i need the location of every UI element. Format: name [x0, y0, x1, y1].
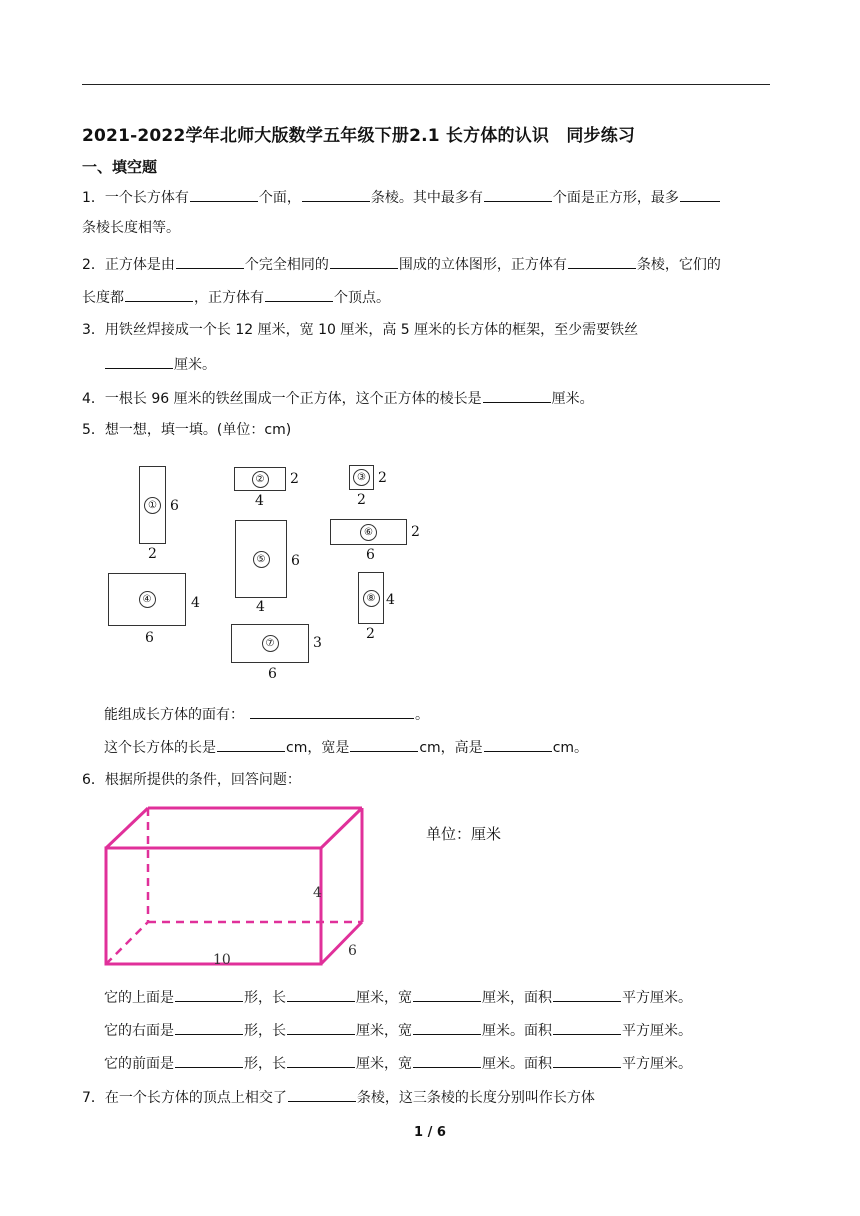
question-1: [82, 187, 721, 207]
question-text: 在一个长方体的顶点上相交了: [104, 1090, 287, 1106]
question-3-cont: [104, 354, 216, 374]
rect-height-label: 4: [386, 592, 395, 608]
rect-width-label: 6: [268, 666, 277, 682]
unit-label: 单位：厘米: [426, 825, 502, 843]
rect-number: ⑤: [253, 551, 270, 568]
question-text: 平方厘米。: [622, 1056, 692, 1072]
answer-blank[interactable]: [217, 737, 285, 752]
question-2: [82, 254, 721, 274]
question-text: 厘米。面积: [482, 1023, 552, 1039]
width-label: 6: [348, 943, 357, 959]
cuboid-figure: [100, 800, 380, 980]
answer-blank[interactable]: [250, 704, 414, 719]
length-label: 10: [213, 952, 231, 968]
question-text: 厘米。: [174, 357, 216, 373]
answer-blank[interactable]: [553, 987, 621, 1002]
rect-2: [234, 467, 286, 491]
question-3: [82, 321, 638, 339]
rect-1: [139, 466, 166, 544]
cuboid-front-face: [106, 848, 321, 964]
question-text: cm，高是: [419, 740, 483, 756]
answer-blank[interactable]: [287, 1053, 355, 1068]
question-text: 。: [415, 707, 429, 723]
answer-blank[interactable]: [484, 187, 552, 202]
question-number: 6．: [82, 772, 105, 788]
question-text: 条棱，这三条棱的长度分别叫作长方体: [356, 1090, 595, 1106]
question-text: 形，长: [244, 1023, 286, 1039]
answer-blank[interactable]: [287, 987, 355, 1002]
cuboid-hidden-edge: [106, 922, 148, 964]
answer-blank[interactable]: [265, 287, 333, 302]
question-number: 1．: [82, 190, 105, 206]
cuboid-edge: [106, 808, 148, 848]
answer-blank[interactable]: [484, 737, 552, 752]
question-text: 厘米，面积: [482, 990, 552, 1006]
question-7: [82, 1087, 595, 1107]
section-heading: 一、填空题: [82, 158, 158, 176]
question-6: [82, 771, 301, 789]
question-text: 条棱。其中最多有: [370, 190, 483, 206]
question-text: 厘米，宽: [356, 990, 412, 1006]
rect-number: ①: [144, 497, 161, 514]
question-number: 3．: [82, 322, 105, 338]
rect-number: ④: [139, 591, 156, 608]
rect-6: [330, 519, 407, 545]
rect-4: [108, 573, 186, 626]
rect-number: ⑥: [360, 524, 377, 541]
rect-height-label: 4: [191, 595, 200, 611]
answer-blank[interactable]: [483, 388, 551, 403]
rect-width-label: 6: [145, 630, 154, 646]
answer-blank[interactable]: [287, 1020, 355, 1035]
rect-width-label: 2: [148, 546, 157, 562]
question-text: 一个长方体有: [104, 190, 189, 206]
question-text: ，正方体有: [194, 290, 264, 306]
rect-height-label: 3: [313, 635, 322, 651]
question-text: 平方厘米。: [622, 1023, 692, 1039]
page-number: 1 / 6: [414, 1125, 446, 1140]
question-6-right: [104, 1020, 692, 1040]
rect-number: ⑦: [262, 635, 279, 652]
answer-blank[interactable]: [105, 354, 173, 369]
question-text: 平方厘米。: [622, 990, 692, 1006]
question-text: 条棱，它们的: [636, 257, 721, 273]
question-text: 个面是正方形，最多: [552, 190, 679, 206]
answer-blank[interactable]: [413, 1053, 481, 1068]
question-text: 它的前面是: [104, 1056, 174, 1072]
rect-number: ③: [353, 469, 370, 486]
rectangles-figure: [104, 458, 426, 684]
question-number: 7．: [82, 1090, 105, 1106]
height-label: 4: [313, 885, 322, 901]
rect-width-label: 2: [366, 626, 375, 642]
answer-blank[interactable]: [413, 987, 481, 1002]
question-4: [82, 388, 594, 408]
question-text: 用铁丝焊接成一个长 12 厘米，宽 10 厘米，高 5 厘米的长方体的框架，至少需要铁丝: [104, 322, 639, 338]
question-text: 根据所提供的条件，回答问题：: [104, 772, 301, 788]
rect-8: [358, 572, 384, 624]
rect-height-label: 6: [291, 553, 300, 569]
answer-blank[interactable]: [330, 254, 398, 269]
rect-height-label: 2: [411, 524, 420, 540]
rect-7: [231, 624, 309, 663]
question-text: 厘米，宽: [356, 1023, 412, 1039]
rect-height-label: 2: [290, 471, 299, 487]
rect-number: ⑧: [363, 590, 380, 607]
question-text: 这个长方体的长是: [104, 740, 216, 756]
rect-width-label: 4: [255, 493, 264, 509]
answer-blank[interactable]: [413, 1020, 481, 1035]
question-text: 形，长: [244, 990, 286, 1006]
question-text: 个完全相同的: [244, 257, 329, 273]
rect-5: [235, 520, 287, 598]
question-text: 围成的立体图形，正方体有: [398, 257, 567, 273]
answer-blank[interactable]: [176, 254, 244, 269]
rect-width-label: 6: [366, 547, 375, 563]
answer-blank[interactable]: [680, 187, 720, 202]
answer-blank[interactable]: [302, 187, 370, 202]
header-rule: [82, 84, 770, 85]
rect-width-label: 4: [256, 599, 265, 615]
answer-blank[interactable]: [288, 1087, 356, 1102]
answer-blank[interactable]: [553, 1020, 621, 1035]
question-text: 它的上面是: [104, 990, 174, 1006]
answer-blank[interactable]: [175, 1053, 243, 1068]
question-text: cm。: [552, 740, 589, 756]
question-text: 能组成长方体的面有：: [104, 707, 244, 723]
question-text: 条棱长度相等。: [82, 220, 180, 236]
question-number: 4．: [82, 391, 105, 407]
question-number: 2．: [82, 257, 105, 273]
question-text: 长度都: [82, 290, 124, 306]
question-text: cm，宽是: [286, 740, 350, 756]
question-text: 厘米，宽: [356, 1056, 412, 1072]
question-5: [82, 421, 291, 439]
answer-blank[interactable]: [553, 1053, 621, 1068]
question-1-cont: [82, 219, 180, 237]
answer-blank[interactable]: [568, 254, 636, 269]
answer-blank[interactable]: [190, 187, 258, 202]
question-6-front: [104, 1053, 692, 1073]
rect-height-label: 2: [378, 470, 387, 486]
question-6-top: [104, 987, 692, 1007]
question-text: 个顶点。: [334, 290, 390, 306]
question-text: 厘米。: [551, 391, 594, 407]
question-2-cont: [82, 287, 390, 307]
rect-3: [349, 465, 374, 490]
cuboid-edge: [321, 808, 362, 848]
question-text: 正方体是由: [104, 257, 175, 273]
rect-width-label: 2: [357, 492, 366, 508]
question-text: 厘米。面积: [482, 1056, 552, 1072]
question-text: 它的右面是: [104, 1023, 174, 1039]
answer-blank[interactable]: [125, 287, 193, 302]
question-number: 5．: [82, 422, 105, 438]
page-title: 2021-2022学年北师大版数学五年级下册2.1 长方体的认识 同步练习: [82, 126, 636, 146]
question-text: 形，长: [244, 1056, 286, 1072]
answer-blank[interactable]: [175, 1020, 243, 1035]
question-text: 一根长 96 厘米的铁丝围成一个正方体，这个正方体的棱长是: [104, 391, 482, 407]
question-text: 个面，: [258, 190, 301, 206]
answer-blank[interactable]: [175, 987, 243, 1002]
question-5-faces: [104, 704, 429, 724]
rect-height-label: 6: [170, 498, 179, 514]
rect-number: ②: [252, 471, 269, 488]
question-text: 想一想，填一填。(单位：cm): [104, 422, 292, 438]
question-5-dims: [104, 737, 588, 757]
answer-blank[interactable]: [350, 737, 418, 752]
